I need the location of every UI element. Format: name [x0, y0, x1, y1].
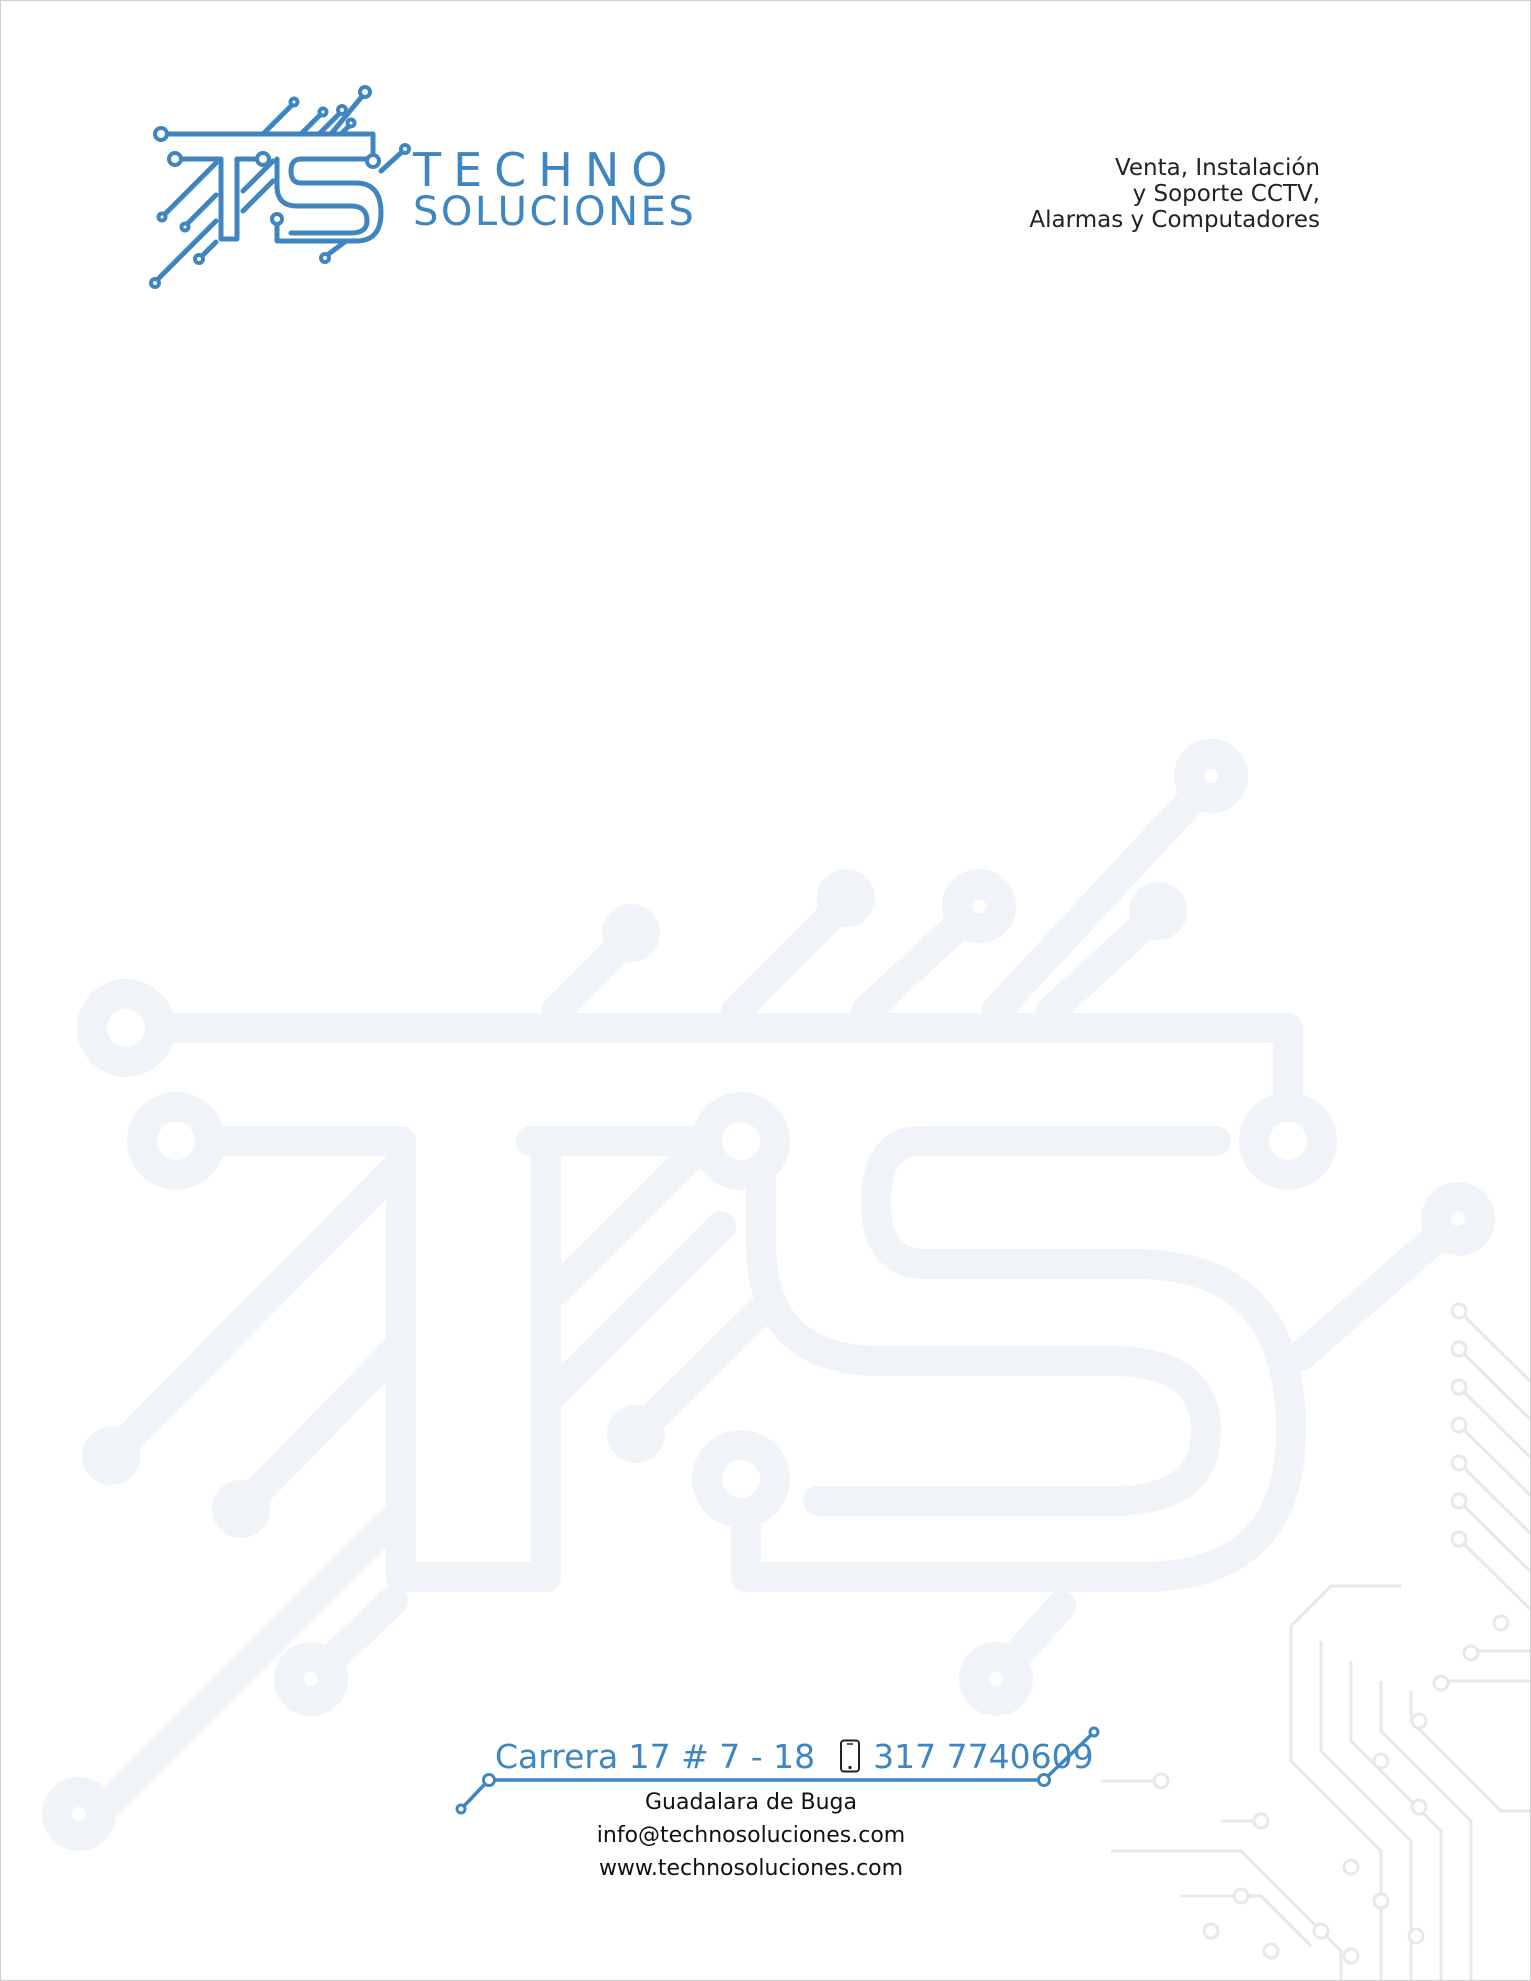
mobile-phone-icon	[839, 1739, 861, 1773]
footer-address: Carrera 17 # 7 - 18	[495, 1736, 816, 1776]
brand-name-soluciones: SOLUCIONES	[413, 189, 697, 235]
footer-contact-main	[495, 1736, 1094, 1776]
footer-phone: 317 7740609	[873, 1736, 1094, 1776]
footer-contact-details	[551, 1786, 951, 1885]
footer-website[interactable]: www.technosoluciones.com	[598, 1856, 904, 1881]
tagline-line-3: Alarmas y Computadores	[1029, 207, 1320, 233]
brand-name-techno: TECHNO	[413, 143, 680, 197]
footer-circuit-line	[1, 1, 1530, 1980]
footer-city: Guadalara de Buga	[644, 1790, 857, 1815]
footer-email[interactable]: info@technosoluciones.com	[596, 1823, 906, 1848]
tagline-line-1: Venta, Instalación	[1114, 155, 1320, 181]
tagline-line-2: y Soporte CCTV,	[1132, 181, 1320, 207]
